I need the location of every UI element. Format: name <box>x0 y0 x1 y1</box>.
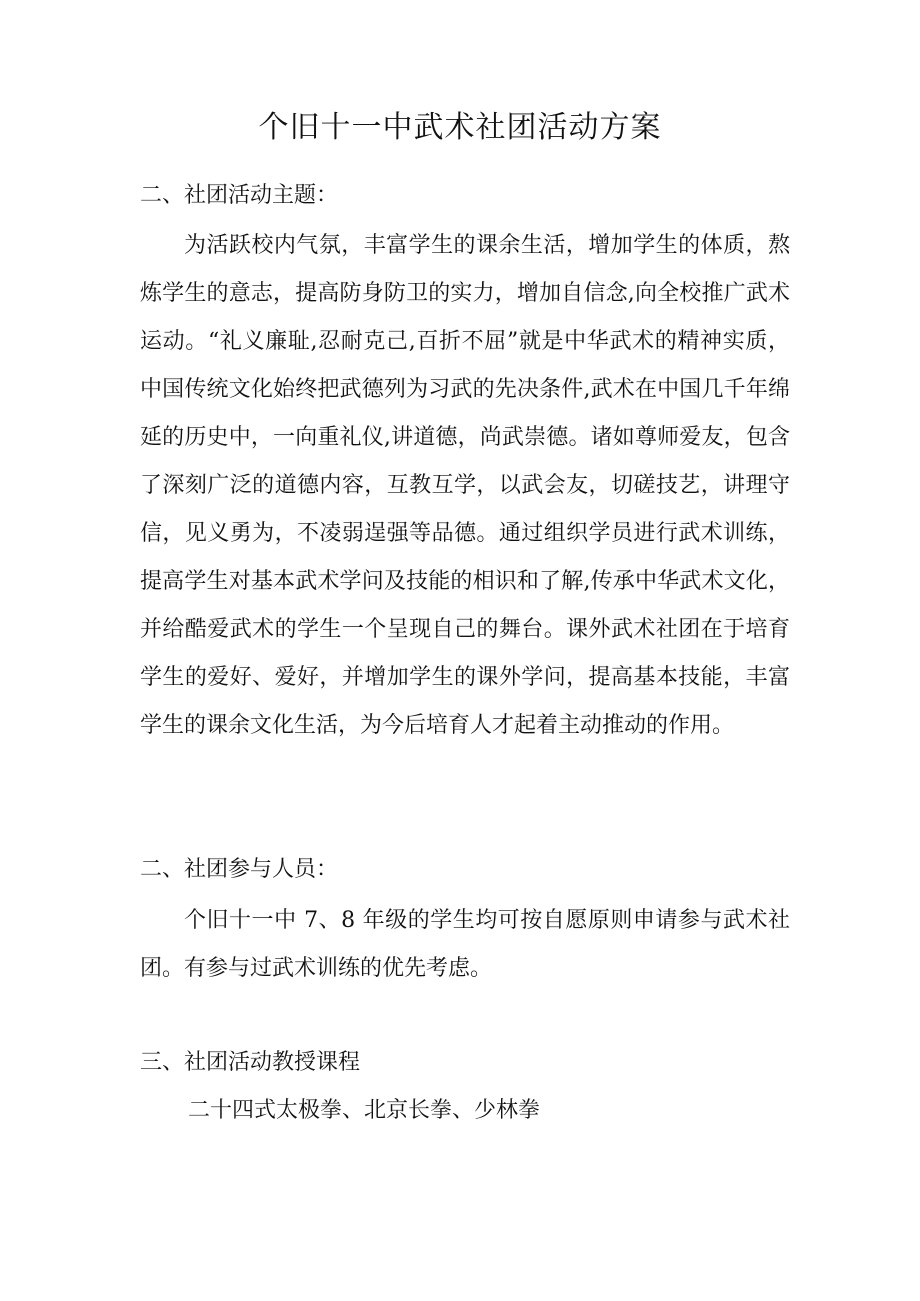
section-body-theme: 为活跃校内气氛，丰富学生的课余生活，增加学生的体质，熬炼学生的意志，提高防身防卫的实力，增加自信念,向全校推广武术运动。“礼义廉耻,忍耐克己,百折不屈”就是中华武术的精神实质，中国传统文化始终把武德列为习武的先决条件,武术在中国几千年绵延的历史中，一向重礼仪,讲道德，尚武崇德。诸如尊师爱友，包含了深刻广泛的道德内容，互教互学，以武会友，切磋技艺，讲理守信，见义勇为，不凌弱逞强等品德。通过组织学员进行武术训练，提高学生对基本武术学问及技能的相识和了解,传承中华武术文化，并给酷爱武术的学生一个呈现自己的舞台。课外武术社团在于培育学生的爱好、爱好，并增加学生的课外学问，提高基本技能，丰富学生的课余文化生活，为今后培育人才起着主动推动的作用。 <box>140 233 790 738</box>
section-body-participants: 个旧十一中 7、8 年级的学生均可按自愿原则申请参与武术社团。有参与过武术训练的优先考虑。 <box>140 908 790 981</box>
section-heading-courses: 三、社团活动教授课程 <box>140 1050 361 1075</box>
section-heading-theme: 二、社团活动主题： <box>140 183 339 208</box>
document-title: 个旧十一中武术社团活动方案 <box>258 110 662 145</box>
section-body-courses: 二十四式太极拳、北京长拳、少林拳 <box>188 1098 541 1123</box>
section-heading-participants: 二、社团参与人员： <box>140 857 339 882</box>
